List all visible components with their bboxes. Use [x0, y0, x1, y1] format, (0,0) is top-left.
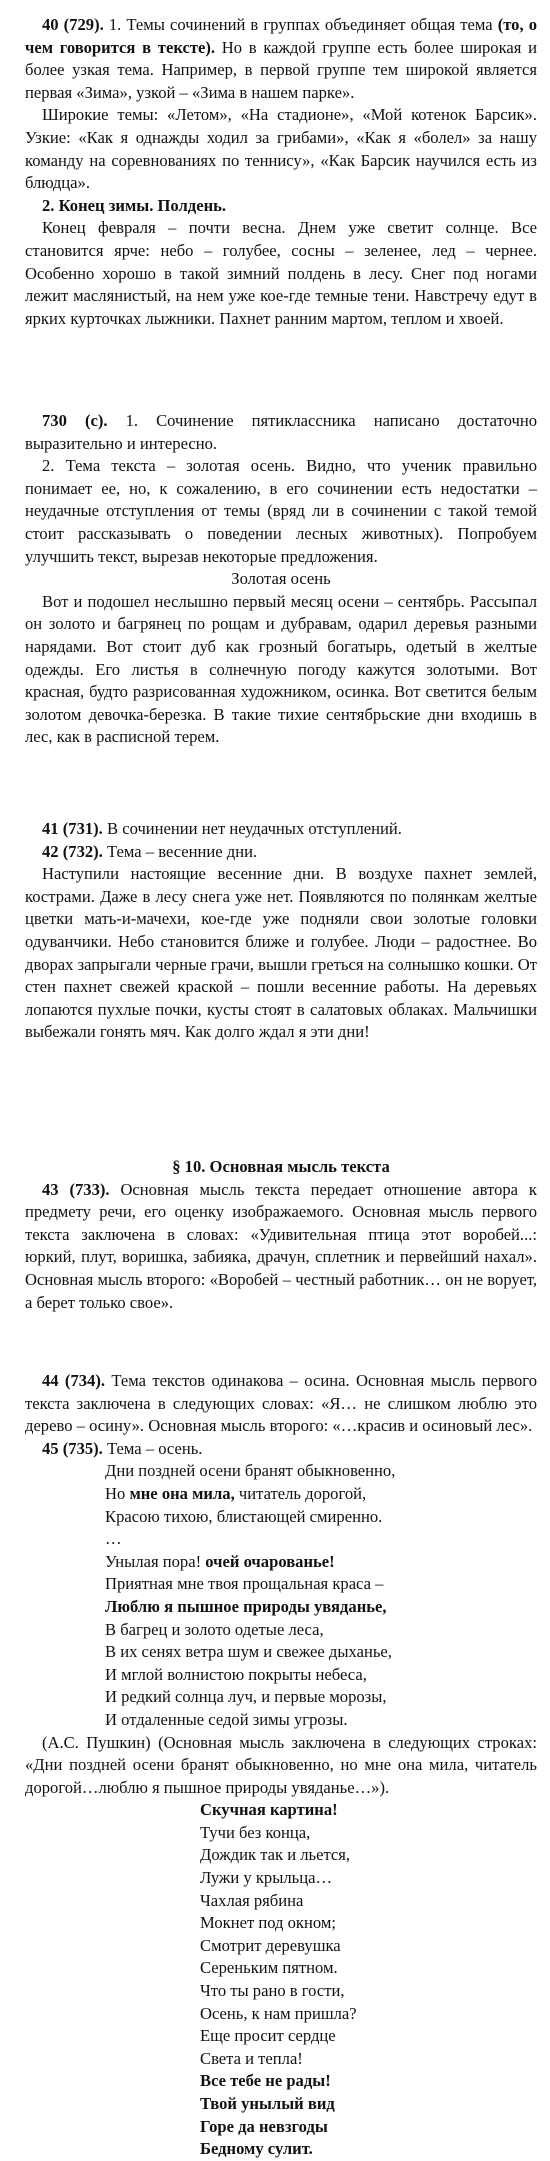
textbook-page [25, 0, 537, 2159]
poem-line: Смотрит деревушка [200, 1935, 341, 1955]
exercise-40 [25, 14, 537, 330]
exercise-number: 40 (729). [42, 15, 104, 34]
exercise-40-paragraph-1: 40 (729). 1. Темы сочинений в группах объединяет общая тема (то, о чем говорится в тексте). Но в каждой группе есть более широкая и более узкая тема. Например, в первой группе тем широкой является первая «Зима», узкой – «Зима в нашем парке». [25, 15, 537, 102]
poem-line: Красою тихою, блистающей смиренно. [105, 1506, 383, 1526]
exercise-730-title: Золотая осень [231, 569, 331, 589]
poem-line: Твой унылый вид [200, 2094, 335, 2113]
poem-line: Чахлая рябина [200, 1890, 304, 1910]
section-10 [25, 1156, 537, 1314]
poem-line: Мокнет под окном; [200, 1913, 336, 1933]
poem-line: Но мне она мила, читатель дорогой, [105, 1483, 367, 1503]
exercise-42-paragraph: Наступили настоящие весенние дни. В воздухе пахнет землей, кострами. Даже в лесу снега уже нет. Появляются по полянкам желтые цветки мать-и-мачехи, кое-где уже подняли свои золотые головки одуванчики. Небо становится ближе и голубее. Люди – радостнее. Во дворах запрыгали черные грачи, вышли греться на солнышко кошки. От стен пахнет свежей краской – пошли весенние работы. На деревьях лопаются пухлые почки, кусты стоят в салатовых облаках. Мальчишки выбежали гонять мяч. Как долго ждал я эти дни! [25, 864, 537, 1042]
exercise-40-paragraph-2: Широкие темы: «Летом», «На стадионе», «Мой котенок Барсик». Узкие: «Как я однажды ходил за грибами», «Как я «болел» за нашу команду на соревнованиях по теннису», «Как Барсик научился есть из блюдца». [25, 105, 537, 193]
poem-line: Все тебе не рады! [200, 2071, 331, 2091]
poem-line: Дни поздней осени бранят обыкновенно, [105, 1461, 396, 1481]
poem-line: В багрец и золото одетые леса, [105, 1619, 324, 1639]
poem-line: Люблю я пышное природы увяданье, [105, 1596, 387, 1616]
exercise-41-42 [25, 818, 537, 1044]
exercise-number: 45 (735). [42, 1438, 103, 1458]
exercise-42-text: 42 (732). Тема – весенние дни. [42, 841, 258, 861]
poem-line: Лужи у крыльца… [200, 1868, 333, 1888]
poem-line: Бедному сулит. [200, 2139, 313, 2159]
poem-line: Сереньким пятном. [200, 1958, 338, 1978]
exercise-number: 43 (733). [42, 1179, 110, 1199]
exercise-43-text: 43 (733). Основная мысль текста передает отношение автора к предмету речи, его оценку изображаемого. Основная мысль первого текста заключена в словах: «Удивительная птица этот воробей...: юркий, плут, воришка, забияка, драчун, сплетник и первейший нахал». Основная мысль второго: «Воробей – честный работник… он не ворует, а берет только свое». [25, 1179, 537, 1312]
poem-second [25, 1799, 537, 2161]
exercise-44-45 [25, 1370, 537, 2161]
poem-line: И отдаленные седой зимы угрозы. [105, 1709, 348, 1729]
attribution: (А.С. Пушкин) (Основная мысль заключена в следующих строках: «Дни поздней осени бранят обыкновенно, но мне она мила, читатель дорогой…люблю я пышное природы увяданье…»). [25, 1732, 537, 1797]
poem-line: Унылая пора! очей очарованье! [105, 1551, 335, 1571]
poem-line: И редкий солнца луч, и первые морозы, [105, 1687, 387, 1707]
poem-pushkin [25, 1460, 537, 1731]
poem-line: Горе да невзгоды [200, 2116, 328, 2136]
poem-line: В их сенях ветра шум и свежее дыханье, [105, 1642, 392, 1662]
exercise-number: 44 (734). [42, 1371, 106, 1390]
exercise-730-paragraph-3: Вот и подошел неслышно первый месяц осени – сентябрь. Рассыпал он золото и багрянец по рощам и дубравам, одарил деревья разными нарядами. Вот стоит дуб как грозный богатырь, одетый в желтые одежды. Его листья в солнечную погоду кажутся золотыми. Вот красная, будто разрисованная художником, осинка. Вот светится белым золотом девочка-березка. В такие тихие сентябрьские дни входишь в лес, как в расписной терем. [25, 591, 537, 747]
exercise-730 [25, 410, 537, 749]
poem-line: Приятная мне твоя прощальная краса – [105, 1574, 384, 1594]
poem-line: Тучи без конца, [200, 1822, 311, 1842]
poem-line: Скучная картина! [200, 1800, 338, 1820]
poem-line: И мглой волнистою покрыты небеса, [105, 1664, 367, 1684]
exercise-40-paragraph-4: Конец февраля – почти весна. Днем уже светит солнце. Все становится ярче: небо – голубее, сосны – зеленее, лед – чернее. Особенно хорошо в такой зимний полдень в лесу. Снег под ногами лежит маслянистый, на нем уже кое-где темные тени. Навстречу едут в ярких курточках лыжники. Пахнет ранним мартом, теплом и хвоей. [25, 218, 537, 328]
poem-line: Света и тепла! [200, 2048, 303, 2068]
exercise-number: 42 (732). [42, 841, 103, 861]
poem-line: Что ты рано в гости, [200, 1981, 345, 2001]
exercise-40-paragraph-3: 2. Конец зимы. Полдень. [42, 195, 227, 215]
exercise-730-paragraph-2: 2. Тема текста – золотая осень. Видно, что ученик правильно понимает ее, но, к сожалению, в его сочинении есть недостатки – неудачные отступления от темы (вряд ли в сочинении с такой темой стоит рассказывать о поведении лесных животных). Попробуем улучшить текст, вырезав некоторые предложения. [25, 456, 537, 566]
poem-line: … [105, 1529, 122, 1549]
exercise-number: 730 (с). [42, 411, 108, 430]
section-heading: § 10. Основная мысль текста [172, 1157, 390, 1176]
exercise-41-text: 41 (731). В сочинении нет неудачных отступлений. [42, 819, 402, 838]
poem-line: Осень, к нам пришла? [200, 2003, 357, 2023]
exercise-730-paragraph-1: 730 (с). 1. Сочинение пятиклассника написано достаточно выразительно и интересно. [25, 411, 537, 453]
poem-line: Еще просит сердце [200, 2026, 336, 2046]
poem-line: Дождик так и льется, [200, 1845, 351, 1865]
exercise-44-text: 44 (734). Тема текстов одинакова – осина. Основная мысль первого текста заключена в следующих словах: «Я… не слишком люблю это дерево – осину». Основная мысль второго: «…красив и осиновый лес». [25, 1371, 537, 1436]
exercise-number: 41 (731). [42, 819, 103, 838]
exercise-45-text: 45 (735). Тема – осень. [42, 1438, 203, 1458]
